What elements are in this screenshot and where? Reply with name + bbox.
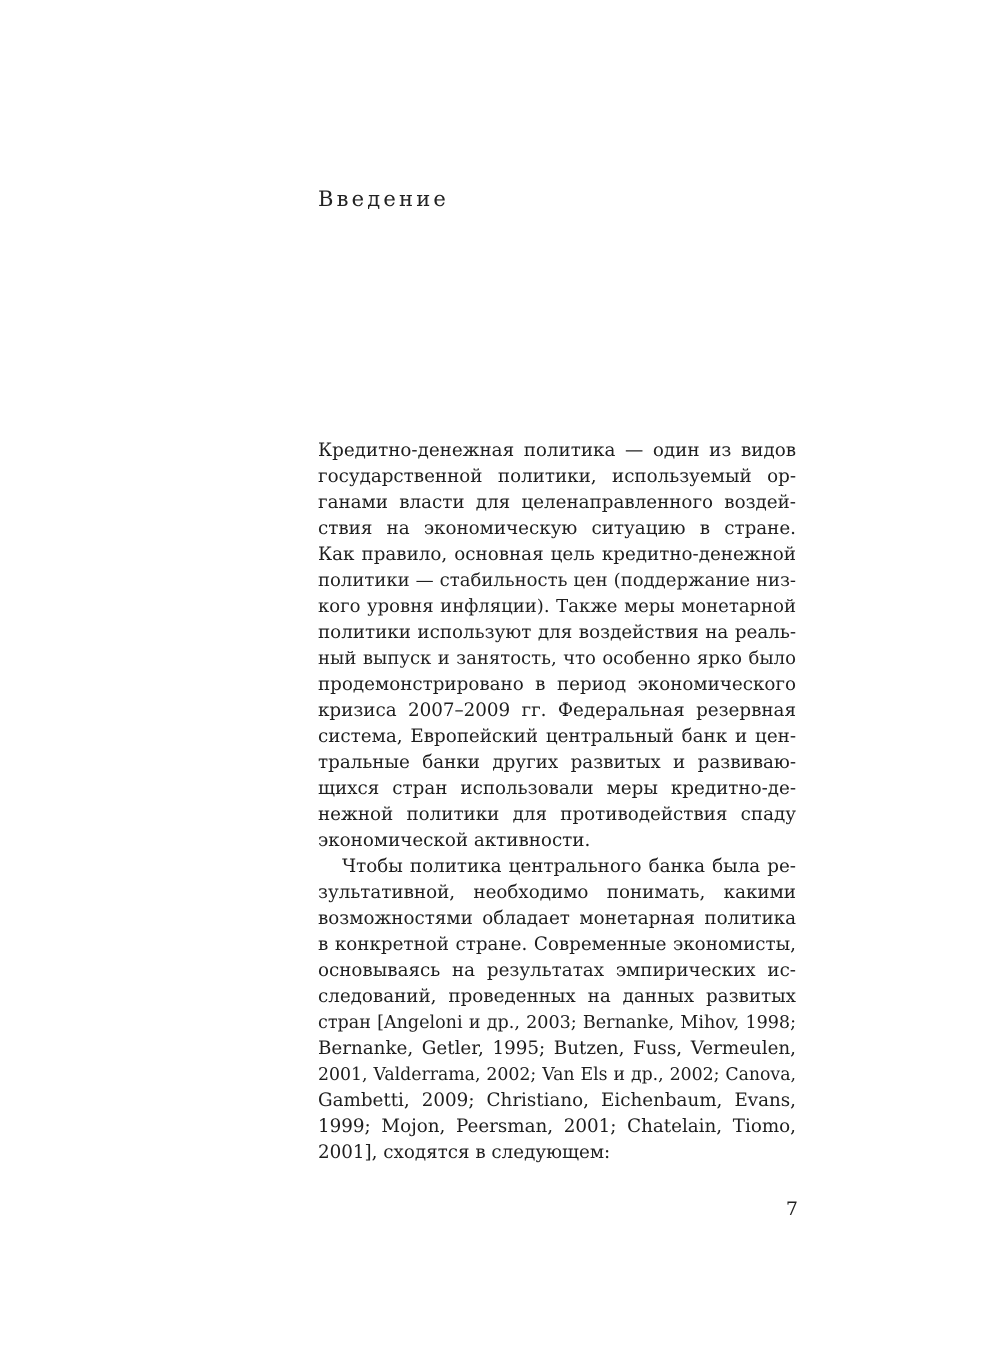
- text-line: политики используют для воздействия на реаль-: [318, 622, 796, 643]
- text-line: следований, проведенных на данных развитых: [318, 986, 796, 1007]
- text-line: ганами власти для целенаправленного воздей-: [318, 492, 796, 513]
- text-line: 1999; Mojon, Peersman, 2001; Chatelain, Tiomo,: [318, 1116, 796, 1137]
- text-line: система, Европейский центральный банк и цен-: [318, 726, 796, 747]
- text-line: возможностями обладает монетарная политика: [318, 908, 796, 929]
- text-line: кого уровня инфляции). Также меры монетарной: [318, 596, 796, 617]
- text-line: нежной политики для противодействия спаду: [318, 804, 796, 825]
- text-line: Gambetti, 2009; Christiano, Eichenbaum, Evans,: [318, 1090, 796, 1111]
- text-line: 2001], сходятся в следующем:: [318, 1142, 611, 1163]
- text-line: ствия на экономическую ситуацию в стране.: [318, 518, 796, 539]
- page-number: 7: [785, 1198, 798, 1220]
- text-line: продемонстрировано в период экономического: [318, 674, 796, 695]
- text-line: Чтобы политика центрального банка была ре-: [342, 856, 796, 877]
- text-line: Как правило, основная цель кредитно-денежной: [318, 544, 796, 565]
- text-line: тральные банки других развитых и развиваю-: [318, 752, 796, 773]
- body-text: [318, 438, 796, 1166]
- text-line: в конкретной стране. Современные экономисты,: [318, 934, 796, 955]
- text-line: ный выпуск и занятость, что особенно ярко было: [318, 648, 796, 669]
- text-line: основываясь на результатах эмпирических ис-: [318, 960, 796, 981]
- text-line: зультативной, необходимо понимать, какими: [318, 882, 796, 903]
- text-line: экономической активности.: [318, 830, 591, 851]
- text-line: кризиса 2007–2009 гг. Федеральная резервная: [318, 700, 796, 721]
- text-line: политики — стабильность цен (поддержание низ-: [318, 570, 796, 591]
- text-line: Bernanke, Getler, 1995; Butzen, Fuss, Vermeulen,: [318, 1038, 796, 1059]
- text-line: щихся стран использовали меры кредитно-де-: [318, 778, 796, 799]
- chapter-title: Введение: [318, 187, 450, 211]
- text-line: государственной политики, используемый ор-: [318, 466, 796, 487]
- text-line: стран [Angeloni и др., 2003; Bernanke, Mihov, 1998;: [318, 1013, 796, 1033]
- paragraph-2: [318, 854, 796, 1166]
- text-line: Кредитно-денежная политика — один из видов: [318, 440, 796, 461]
- paragraph-1: [318, 438, 796, 854]
- text-line: 2001, Valderrama, 2002; Van Els и др., 2002; Canova,: [318, 1065, 796, 1085]
